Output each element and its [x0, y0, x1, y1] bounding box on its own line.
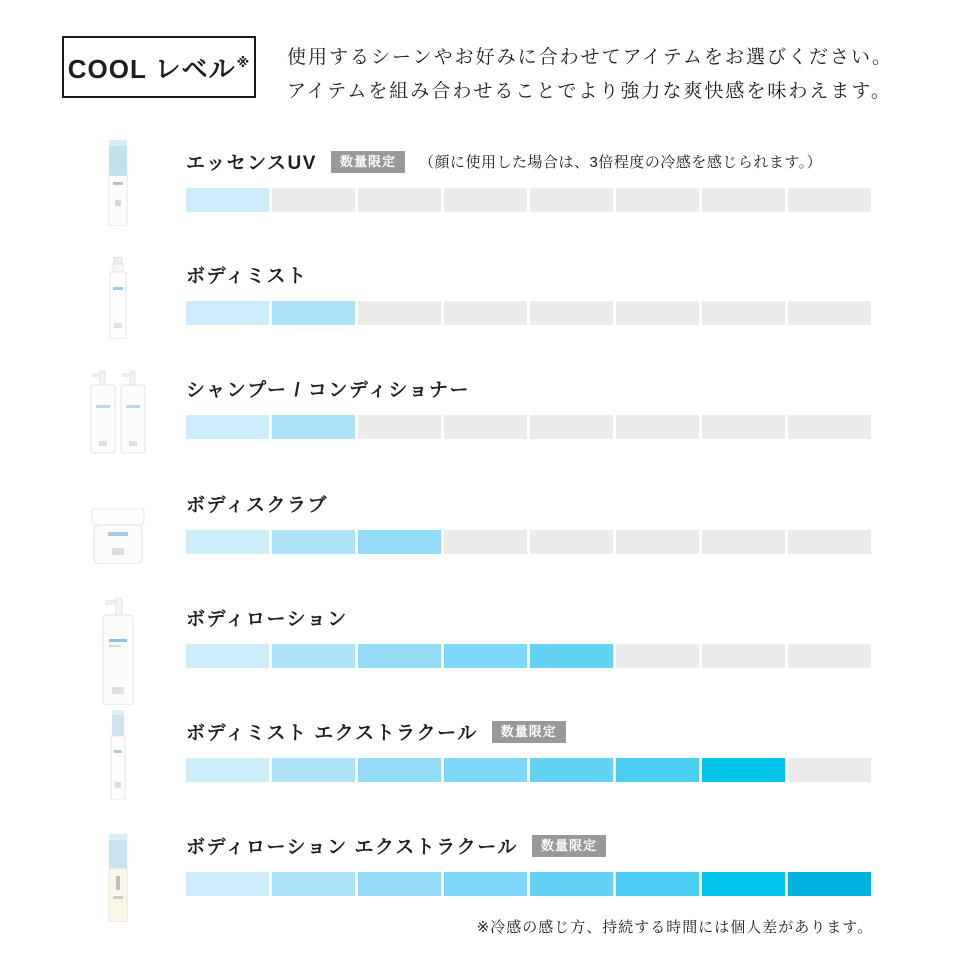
intro-line-1: 使用するシーンやお好みに合わせてアイテムをお選びください。	[287, 47, 893, 68]
stick-bottle-blue-cap-icon	[107, 710, 129, 800]
cool-level-segment-filled	[358, 872, 441, 896]
cool-level-segment-filled	[186, 188, 269, 212]
product-row-body-lotion	[0, 604, 960, 714]
cool-level-segment-empty	[444, 415, 527, 439]
cool-level-segment-filled	[616, 872, 699, 896]
product-name: ボディローション エクストラクール	[186, 837, 518, 858]
jar-icon	[90, 508, 146, 564]
cool-level-segment-filled	[444, 758, 527, 782]
cool-level-segment-filled	[186, 530, 269, 554]
cool-level-segment-filled	[186, 872, 269, 896]
cool-level-segment-filled	[358, 644, 441, 668]
product-note: （顔に使用した場合は、3倍程度の冷感を感じられます。）	[418, 154, 823, 171]
cool-level-segment-empty	[358, 415, 441, 439]
product-name: エッセンスUV	[186, 153, 317, 174]
cool-level-segment-filled	[530, 872, 613, 896]
product-name: ボディミスト	[186, 266, 308, 287]
cool-level-segment-empty	[530, 530, 613, 554]
body-mist-bottle-image	[88, 257, 148, 339]
product-row-body-mist-extra-cool	[0, 718, 960, 828]
cool-level-segment-empty	[788, 758, 871, 782]
cool-level-segment-filled	[358, 758, 441, 782]
pump-bottle-pair-icon	[90, 367, 146, 455]
body-scrub-jar-image	[88, 508, 148, 564]
cool-level-segment-empty	[444, 530, 527, 554]
cool-level-segment-empty	[272, 188, 355, 212]
cool-level-segment-filled	[702, 872, 785, 896]
cool-level-segment-empty	[702, 530, 785, 554]
cool-level-segment-filled	[788, 872, 871, 896]
cool-level-segment-empty	[358, 301, 441, 325]
limited-quantity-badge: 数量限定	[331, 151, 405, 173]
cool-level-bar	[186, 188, 871, 212]
product-row-body-scrub	[0, 490, 960, 600]
cool-level-segment-empty	[530, 301, 613, 325]
cool-level-segment-filled	[272, 530, 355, 554]
disclaimer-note: ※冷感の感じ方、持続する時間には個人差があります。	[476, 919, 873, 936]
stick-bottle-blue-cap-icon	[106, 140, 130, 226]
cool-level-bar	[186, 758, 871, 782]
body-lotion-bottle-image	[88, 595, 148, 705]
cool-level-segment-filled	[358, 530, 441, 554]
intro-text	[287, 41, 893, 109]
cool-level-segment-filled	[186, 301, 269, 325]
product-row-essence-uv	[0, 148, 960, 258]
page-title: COOL レベル	[67, 53, 236, 84]
cool-level-segment-empty	[616, 530, 699, 554]
cool-level-bar	[186, 872, 871, 896]
cool-level-segment-filled	[530, 758, 613, 782]
cool-level-segment-empty	[702, 415, 785, 439]
cool-level-bar	[186, 530, 871, 554]
cool-level-segment-empty	[358, 188, 441, 212]
shampoo-conditioner-bottles-image	[88, 367, 148, 455]
cool-level-segment-filled	[272, 415, 355, 439]
cool-level-segment-empty	[788, 644, 871, 668]
cool-level-segment-filled	[444, 872, 527, 896]
stick-bottle-blue-cap-cream-icon	[106, 834, 130, 922]
product-row-shampoo-conditioner	[0, 375, 960, 485]
limited-quantity-badge: 数量限定	[492, 721, 566, 743]
cool-level-segment-empty	[530, 415, 613, 439]
cool-level-segment-empty	[616, 415, 699, 439]
cool-level-segment-empty	[788, 530, 871, 554]
cool-level-segment-empty	[616, 188, 699, 212]
product-name: ボディミスト エクストラクール	[186, 723, 478, 744]
cool-level-segment-empty	[444, 188, 527, 212]
cool-level-segment-empty	[444, 301, 527, 325]
cool-level-segment-filled	[272, 758, 355, 782]
cool-level-segment-filled	[272, 872, 355, 896]
spray-bottle-white-icon	[107, 257, 129, 339]
pump-bottle-tall-icon	[101, 595, 135, 705]
cool-level-segment-filled	[616, 758, 699, 782]
product-row-body-mist	[0, 261, 960, 371]
cool-level-segment-filled	[272, 301, 355, 325]
cool-level-segment-empty	[702, 301, 785, 325]
cool-level-segment-empty	[530, 188, 613, 212]
essence-uv-bottle-image	[88, 140, 148, 226]
product-name: ボディローション	[186, 609, 348, 630]
cool-level-bar	[186, 415, 871, 439]
cool-level-segment-filled	[186, 758, 269, 782]
product-name: シャンプー / コンディショナー	[186, 380, 470, 401]
cool-level-bar	[186, 301, 871, 325]
body-mist-extra-cool-bottle-image	[88, 710, 148, 800]
body-lotion-extra-cool-bottle-image	[88, 834, 148, 922]
cool-level-title-box	[62, 36, 256, 98]
cool-level-segment-filled	[186, 415, 269, 439]
product-name: ボディスクラブ	[186, 495, 328, 516]
cool-level-segment-filled	[702, 758, 785, 782]
cool-level-segment-empty	[616, 301, 699, 325]
title-asterisk: ※	[236, 55, 251, 70]
cool-level-segment-empty	[702, 188, 785, 212]
cool-level-segment-empty	[788, 301, 871, 325]
cool-level-segment-empty	[702, 644, 785, 668]
limited-quantity-badge: 数量限定	[532, 835, 606, 857]
cool-level-segment-filled	[186, 644, 269, 668]
intro-line-2: アイテムを組み合わせることでより強力な爽快感を味わえます。	[287, 81, 892, 102]
cool-level-segment-filled	[444, 644, 527, 668]
cool-level-segment-filled	[272, 644, 355, 668]
cool-level-segment-empty	[788, 188, 871, 212]
cool-level-segment-empty	[616, 644, 699, 668]
cool-level-bar	[186, 644, 871, 668]
cool-level-segment-filled	[530, 644, 613, 668]
cool-level-segment-empty	[788, 415, 871, 439]
